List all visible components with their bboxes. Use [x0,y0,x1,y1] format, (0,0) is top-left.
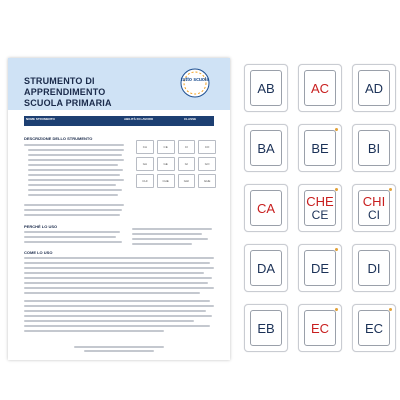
text-line [24,310,206,312]
text-line [24,282,208,284]
text-line [132,233,202,235]
section-why-title: PERCHÉ LO USO [24,224,58,229]
card-label: DA [256,260,276,276]
text-line [28,159,124,161]
syllable-card [352,184,396,232]
tutto-scuola-logo [180,68,210,98]
text-line [24,305,214,307]
text-line [28,194,118,196]
mini-card: GO [198,157,216,171]
text-line [28,179,124,181]
mini-card: CE [157,140,175,154]
card-label-secondary: CE [311,208,329,222]
text-line [132,238,208,240]
text-line [28,169,123,171]
text-line [28,184,116,186]
text-line [24,241,122,243]
card-label: BI [367,140,381,156]
mini-card-grid [136,140,216,188]
text-line [28,149,124,151]
title-line-1: STRUMENTO DI APPRENDIMENTO [24,76,106,97]
footer-line [84,350,154,352]
syllable-card [244,184,288,232]
card-label: CA [256,200,276,216]
text-line [28,189,122,191]
worksheet-page [8,58,230,360]
mini-card: CI [178,140,196,154]
text-line [28,154,122,156]
mini-card: CHI [136,174,154,188]
mini-card: CHE [157,174,175,188]
section-how-title: COME LO USO [24,250,53,255]
card-label: DI [367,260,381,276]
syllable-card [298,124,342,172]
logo-text: tutto scuola [180,77,210,83]
card-label: AD [364,80,384,96]
mini-card: GA [136,157,154,171]
syllable-card [244,124,288,172]
card-label: DE [310,260,330,276]
syllable-card [244,64,288,112]
mini-card: GI [178,157,196,171]
text-line [28,164,118,166]
mini-card: GHI [178,174,196,188]
text-line [24,315,212,317]
syllable-card [298,64,342,112]
meta-label-class: CLASSE [184,117,197,121]
card-label: EC [310,320,330,336]
mini-card: CO [198,140,216,154]
text-line [24,320,194,322]
text-line [24,209,122,211]
syllable-card [352,244,396,292]
meta-label-skill: ABILITÀ DI LAVORO [124,117,154,121]
text-line [24,325,210,327]
text-line [132,228,212,230]
card-label-secondary: CI [368,208,380,222]
text-line [24,287,214,289]
card-label: AC [310,80,330,96]
card-label: CHE [306,194,334,209]
text-line [24,262,210,264]
card-label: BA [257,140,275,156]
syllable-card-grid [244,64,396,352]
syllable-card [352,304,396,352]
text-line [132,243,192,245]
worksheet-header [8,58,230,110]
syllable-card [244,304,288,352]
mini-card: CA [136,140,154,154]
worksheet-title [24,76,174,109]
text-line [24,204,124,206]
syllable-card [352,64,396,112]
mini-card: GE [157,157,175,171]
text-line [24,231,120,233]
text-line [28,174,120,176]
text-line [24,300,210,302]
meta-bar [24,116,214,126]
card-label: EC [364,320,384,336]
mini-card: GHE [198,174,216,188]
text-line [24,214,120,216]
text-line [24,236,116,238]
syllable-card [298,184,342,232]
text-line [24,267,214,269]
text-line [24,292,200,294]
card-label: AB [257,80,275,96]
syllable-card [244,244,288,292]
text-line [24,257,214,259]
syllable-card [298,244,342,292]
card-label: EB [257,320,275,336]
card-label: CHI [362,194,386,209]
text-line [24,272,204,274]
text-line [24,277,212,279]
syllable-card [298,304,342,352]
section-description-title: DESCRIZIONE DELLO STRUMENTO [24,136,93,141]
text-line [24,144,124,146]
card-label: BE [311,140,329,156]
text-line [24,330,164,332]
title-line-2: SCUOLA PRIMARIA [24,98,112,108]
syllable-card [352,124,396,172]
meta-label-tool: NOME STRUMENTO [26,117,55,121]
footer-line [74,346,164,348]
